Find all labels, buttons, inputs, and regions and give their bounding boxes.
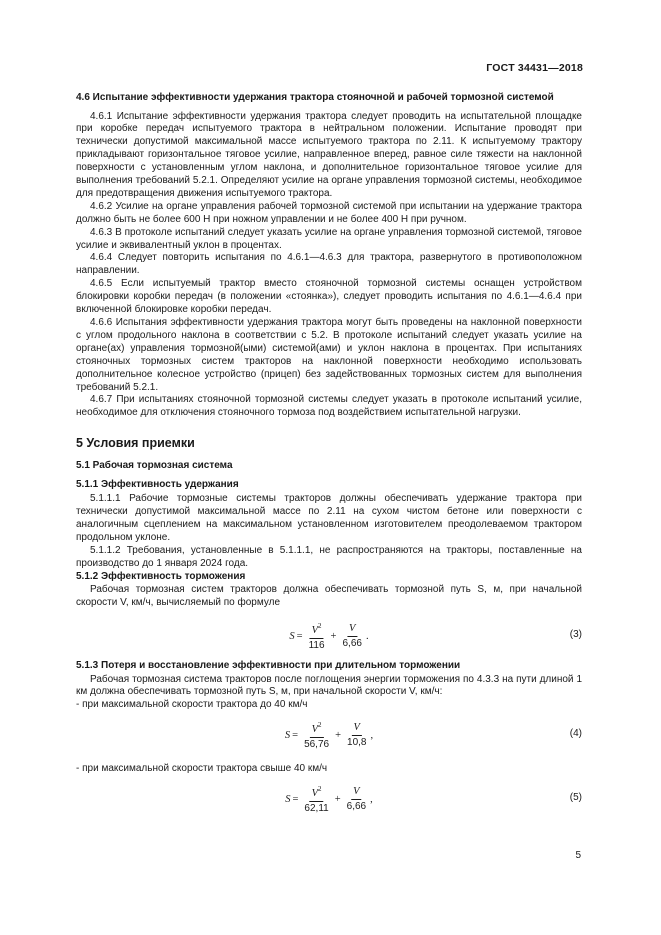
- formula-equals: =: [292, 793, 299, 805]
- page-content: [76, 92, 582, 822]
- paragraph-5-1-2: Рабочая тормозная систем тракторов должна обеспечивать тормозной путь S, м, при начальной скорости V, км/ч, вычисляемый по формуле: [76, 584, 582, 609]
- fraction-numerator: V: [351, 786, 361, 800]
- formula-fraction: [307, 620, 327, 652]
- formula-plus: +: [330, 630, 337, 642]
- formula-equals: =: [292, 729, 299, 741]
- fraction-numerator: V: [352, 722, 362, 736]
- fraction-denominator: 6,66: [346, 800, 367, 812]
- formula-body: [289, 616, 368, 656]
- section-5-1-title: 5.1 Рабочая тормозная система: [76, 460, 233, 472]
- formula-lhs: S: [285, 793, 291, 805]
- paragraph-4-6-6: 4.6.6 Испытания эффективности удержания трактора могут быть проведены на наклонной поверхности с углом продольного наклона в соответствии с 5.2. В протоколе испытаний следует указать усилие на органе(ах) управления тормозной(ыми) системой(ами) и уклон наклона в процентах. При испытаниях стояночных тормозных систем тракторов на наклонной поверхности необходимо использовать дополнительное колесное устройство (прицеп) без задействованных тормозных систем для выполнения требований 5.2.1.: [76, 317, 582, 393]
- formula-plus: +: [334, 793, 341, 805]
- list-item-over-40: - при максимальной скорости трактора свыше 40 км/ч: [76, 763, 328, 775]
- section-4-6-title: 4.6 Испытание эффективности удержания трактора стояночной и рабочей тормозной системой: [76, 92, 554, 103]
- formula-number: (3): [569, 629, 582, 640]
- fraction-denominator: 62,11: [304, 803, 329, 815]
- fraction-numerator: [310, 783, 324, 802]
- list-item-up-to-40: - при максимальной скорости трактора до 40 км/ч: [76, 699, 308, 711]
- section-5-1-3-title: 5.1.3 Потеря и восстановление эффективности при длительном торможении: [76, 660, 461, 671]
- formula-fraction: [302, 719, 331, 751]
- formula-lhs: S: [289, 630, 295, 642]
- formula-end-punct: .: [365, 630, 369, 642]
- paragraph-5-1-1-2: 5.1.1.2 Требования, установленные в 5.1.1.1, не распространяются на тракторы, поставленные на производство до 1 января 2024 года.: [76, 544, 582, 569]
- fraction-denominator: 116: [308, 640, 325, 651]
- formula-fraction: [345, 722, 368, 749]
- paragraph-4-6-5: 4.6.5 Если испытуемый трактор вместо стояночной тормозной системы оснащен устройством блокировки коробки передач (в положении «стоянка»), следует проводить испытания по 4.6.1—4.6.4 при включенной блокировке коробки передач.: [76, 278, 582, 316]
- formula-5: [76, 779, 582, 819]
- fraction-numerator: [310, 719, 324, 738]
- variable-v: V: [311, 788, 319, 800]
- paragraph-4-6-7: 4.6.7 При испытаниях стояночной тормозной системы следует указать в протоколе испытаний усилие, необходимое для отключения стояночного тормоза под воздействием испытательной нагрузки.: [76, 394, 582, 419]
- section-5-1-2-title: 5.1.2 Эффективность торможения: [76, 570, 246, 582]
- variable-v: V: [311, 625, 319, 636]
- formula-body: [285, 779, 372, 819]
- fraction-denominator: 10,8: [347, 736, 367, 748]
- fraction-numerator: V: [347, 623, 357, 637]
- fraction-denominator: 6,66: [342, 637, 362, 649]
- page-number: 5: [575, 850, 581, 861]
- formula-4: [76, 715, 582, 755]
- formula-number: (4): [569, 728, 582, 740]
- paragraph-4-6-3: 4.6.3 В протоколе испытаний следует указать усилие на органе управления тормозной системой, тяговое усилие и эквивалентный уклон в процентах.: [76, 226, 582, 251]
- paragraph-4-6-4: 4.6.4 Следует повторить испытания по 4.6.1—4.6.3 для трактора, развернутого в противоположном направлении.: [76, 252, 582, 277]
- formula-end-punct: ,: [370, 793, 373, 805]
- exponent: 2: [318, 721, 322, 730]
- formula-equals: =: [296, 630, 303, 642]
- paragraph-5-1-1-1: 5.1.1.1 Рабочие тормозные системы тракторов должны обеспечивать удержание трактора при технически допустимой максимальной массе по 2.11 на сухом чистом бетоне или поверхности с аналогичным сцеплением на максимальном установленном изготовителем преодолеваемом трактором продольном уклоне.: [76, 493, 582, 543]
- paragraph-5-1-3: Рабочая тормозная система тракторов после поглощения энергии торможения по 4.3.3 на пути длиной 1 км должна обеспечивать тормозной путь S, м, при начальной скорости V, км/ч:: [76, 673, 582, 698]
- formula-fraction: [340, 623, 363, 650]
- formula-fraction: [302, 783, 330, 815]
- fraction-numerator: [310, 620, 324, 639]
- formula-number: (5): [569, 792, 582, 804]
- exponent: 2: [318, 785, 322, 794]
- formula-end-punct: ,: [370, 729, 374, 741]
- exponent: 2: [318, 622, 322, 630]
- section-5-1-1-title: 5.1.1 Эффективность удержания: [76, 478, 239, 490]
- formula-3: [76, 616, 582, 656]
- formula-body: [285, 715, 373, 755]
- formula-plus: +: [335, 729, 342, 741]
- formula-lhs: S: [284, 729, 291, 741]
- standard-code: ГОСТ 34431—2018: [486, 62, 583, 74]
- fraction-denominator: 56,76: [304, 739, 330, 751]
- section-5-title: 5 Условия приемки: [76, 436, 195, 451]
- formula-fraction: [345, 786, 368, 813]
- variable-v: V: [311, 724, 319, 736]
- paragraph-4-6-1: 4.6.1 Испытание эффективности удержания трактора следует проводить на испытательной площадке при коробке передач испытуемого трактора в нейтральном положении. Испытание проводят при технически допустимой максимальной массе испытуемого трактора по 2.11. К испытуемому трактору прикладывают горизонтальное тяговое усилие, направленное вперед, равное силе тяжести на наклонной поверхности с установленным углом наклона, и дополнительное горизонтальное тяговое усилие для выполнения требований 5.2.1. Определяют усилие на органе управления тормозной системы, необходимое для предотвращения движения испытуемого трактора.: [76, 110, 582, 199]
- paragraph-4-6-2: 4.6.2 Усилие на органе управления рабочей тормозной системой при испытании на удержание трактора должно быть не более 600 Н при ножном управлении и не более 400 Н при ручном.: [76, 200, 582, 225]
